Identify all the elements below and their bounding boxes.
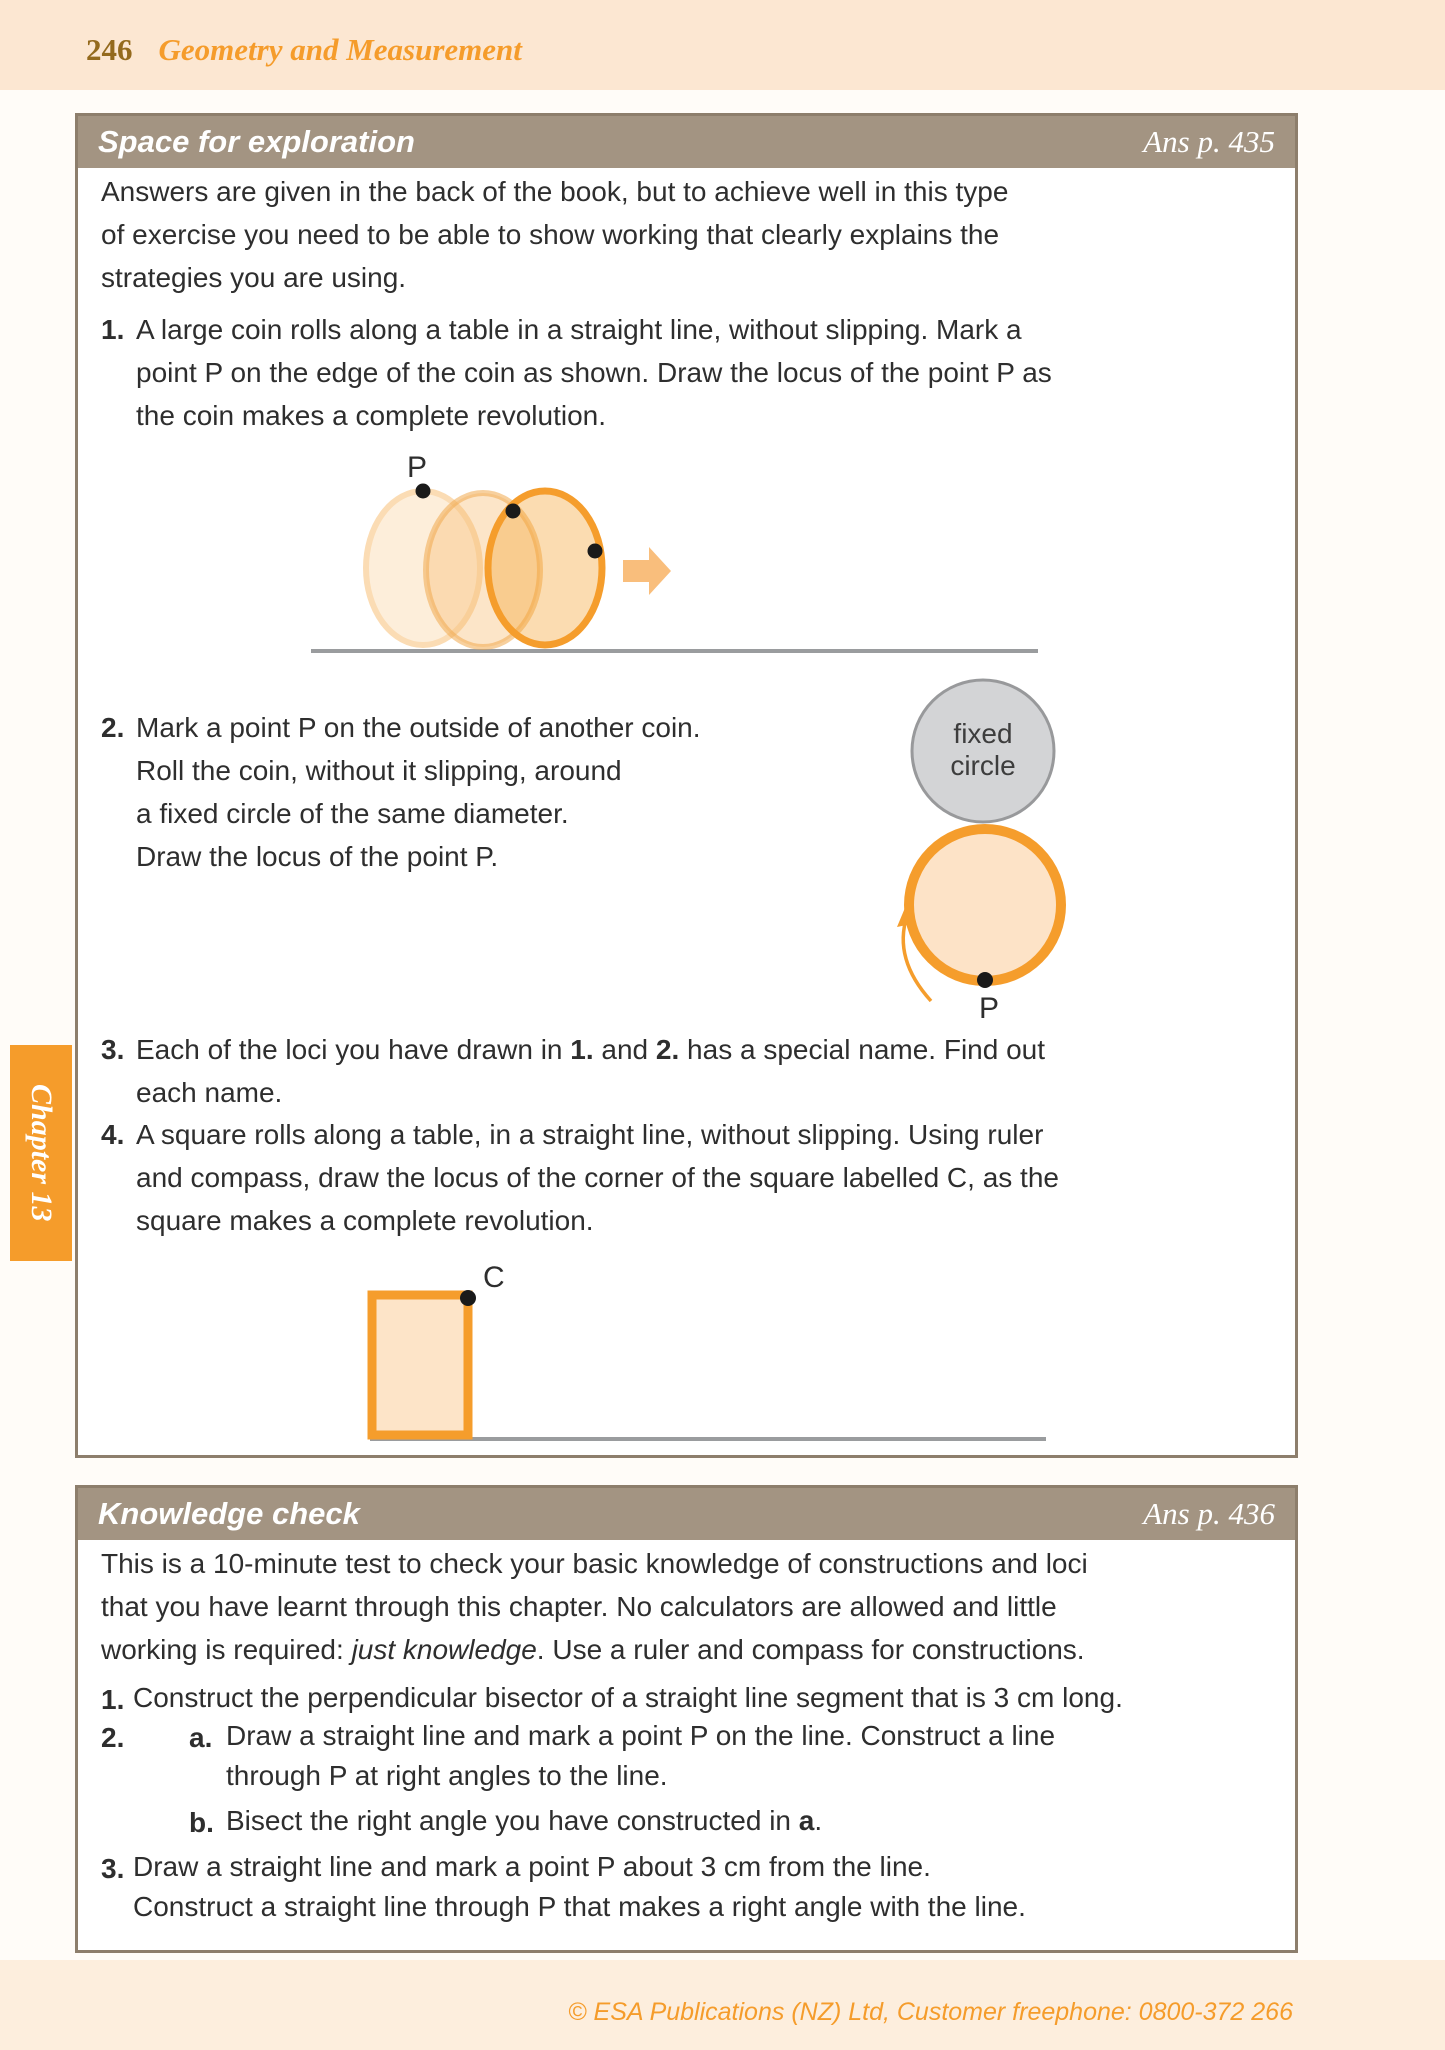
knowledge-header-bar (78, 1488, 1295, 1540)
fixed-circle-label-line1: fixed (953, 718, 1013, 749)
chapter-title: Geometry and Measurement (158, 32, 522, 67)
bold-ref-2: 2. (655, 1034, 680, 1065)
exploration-item-3 (101, 1028, 1045, 1114)
text-line: Roll the coin, without it slipping, around (136, 755, 622, 786)
text-line (136, 1028, 1045, 1071)
text-line: Draw a straight line and mark a point P about 3 cm from the line. (133, 1851, 931, 1882)
square (372, 1295, 468, 1435)
text-line: Draw a straight line and mark a point P on the line. Construct a line (226, 1720, 1056, 1751)
item-text (136, 1028, 1045, 1114)
exploration-title: Space for exploration (98, 124, 415, 159)
text-line: that you have learnt through this chapter. No calculators are allowed and little (101, 1591, 1057, 1622)
sub-item-letter: b. (189, 1807, 214, 1838)
exploration-item-2 (101, 706, 701, 878)
knowledge-item-1 (101, 1678, 1123, 1721)
point-p-label: P (978, 992, 1000, 1025)
text-segment: working is required: (101, 1634, 352, 1665)
page-number: 246 (86, 32, 133, 67)
item-number: 1. (101, 1684, 125, 1715)
corner-c-dot (460, 1290, 476, 1306)
exploration-box (75, 113, 1298, 1458)
text-line: through P at right angles to the line. (226, 1760, 668, 1791)
exploration-item-4 (101, 1113, 1059, 1242)
item-text (226, 1716, 1055, 1796)
item-text (133, 1678, 1123, 1718)
sub-item-letter: a. (189, 1722, 213, 1753)
knowledge-answer-ref: Ans p. 436 (1143, 1496, 1275, 1531)
knowledge-item-3 (101, 1847, 1026, 1927)
item-number: 2. (101, 1722, 125, 1753)
rolling-coin-diagram (303, 455, 1043, 663)
item-text (136, 706, 701, 878)
point-p-dot-2 (506, 504, 521, 519)
page-footer-band (0, 1960, 1445, 2050)
knowledge-title: Knowledge check (98, 1496, 360, 1531)
item-text (136, 1113, 1059, 1242)
coin-position-3 (488, 491, 602, 645)
corner-c-label: C (483, 1261, 505, 1294)
text-line: Draw the locus of the point P. (136, 841, 499, 872)
text-line: and compass, draw the locus of the corner of the square labelled C, as the (136, 1162, 1059, 1193)
page-header-band (0, 0, 1445, 90)
rolling-square-diagram (361, 1261, 1051, 1445)
text-segment: and (593, 1034, 656, 1065)
text-line: strategies you are using. (101, 262, 407, 293)
text-line: This is a 10-minute test to check your basic knowledge of constructions and loci (101, 1548, 1088, 1579)
exploration-item-1 (101, 308, 1052, 437)
italic-phrase: just knowledge (351, 1634, 537, 1665)
knowledge-item-2b (101, 1801, 822, 1844)
text-segment: has a special name. Find out (679, 1034, 1046, 1065)
text-line: square makes a complete revolution. (136, 1205, 594, 1236)
text-line: of exercise you need to be able to show working that clearly explains the (101, 219, 1000, 250)
text-segment: . Use a ruler and compass for constructions. (536, 1634, 1085, 1665)
bold-ref: a (798, 1805, 815, 1836)
point-p-dot-3 (588, 544, 603, 559)
text-segment: . (814, 1805, 823, 1836)
text-line: Mark a point P on the outside of another coin. (136, 712, 701, 743)
text-line: A square rolls along a table, in a straight line, without slipping. Using ruler (136, 1119, 1044, 1150)
text-line: Construct a straight line through P that makes a right angle with the line. (133, 1891, 1026, 1922)
text-line: the coin makes a complete revolution. (136, 400, 607, 431)
text-line (101, 1628, 1088, 1671)
item-number: 3. (101, 1034, 125, 1065)
chapter-tab (10, 1045, 72, 1261)
text-segment: Bisect the right angle you have constructed in (226, 1805, 799, 1836)
text-segment: Each of the loci you have drawn in (136, 1034, 571, 1065)
exploration-answer-ref: Ans p. 435 (1143, 124, 1275, 159)
item-text (133, 1847, 1026, 1927)
exploration-intro (101, 170, 1008, 299)
item-number: 4. (101, 1119, 125, 1150)
item-number: 1. (101, 314, 125, 345)
text-line (226, 1801, 822, 1841)
knowledge-item-2a (101, 1716, 1055, 1796)
rolling-coin (909, 829, 1061, 981)
point-p-label: P (406, 455, 428, 484)
item-text (136, 308, 1052, 437)
text-line: Construct the perpendicular bisector of a straight line segment that is 3 cm long. (133, 1682, 1123, 1713)
direction-arrow-icon (623, 547, 671, 595)
chapter-tab-label: Chapter 13 (25, 1084, 58, 1222)
text-line: a fixed circle of the same diameter. (136, 798, 569, 829)
text-line: Answers are given in the back of the book, but to achieve well in this type (101, 176, 1009, 207)
text-line: A large coin rolls along a table in a straight line, without slipping. Mark a (136, 314, 1022, 345)
fixed-circle-diagram (883, 663, 1098, 1028)
bold-ref-1: 1. (570, 1034, 594, 1065)
exploration-header-bar (78, 116, 1295, 168)
item-number: 3. (101, 1853, 125, 1884)
text-line: point P on the edge of the coin as shown. Draw the locus of the point P as (136, 357, 1052, 388)
point-p-dot (977, 972, 993, 988)
publisher-footer: © ESA Publications (NZ) Ltd, Customer freephone: 0800-372 266 (568, 1998, 1293, 2026)
item-number: 2. (101, 712, 125, 743)
item-text (226, 1801, 822, 1841)
point-p-dot (416, 484, 431, 499)
fixed-circle-label-line2: circle (950, 750, 1016, 781)
knowledge-intro (101, 1542, 1088, 1671)
knowledge-check-box (75, 1485, 1298, 1953)
text-line: each name. (136, 1077, 283, 1108)
